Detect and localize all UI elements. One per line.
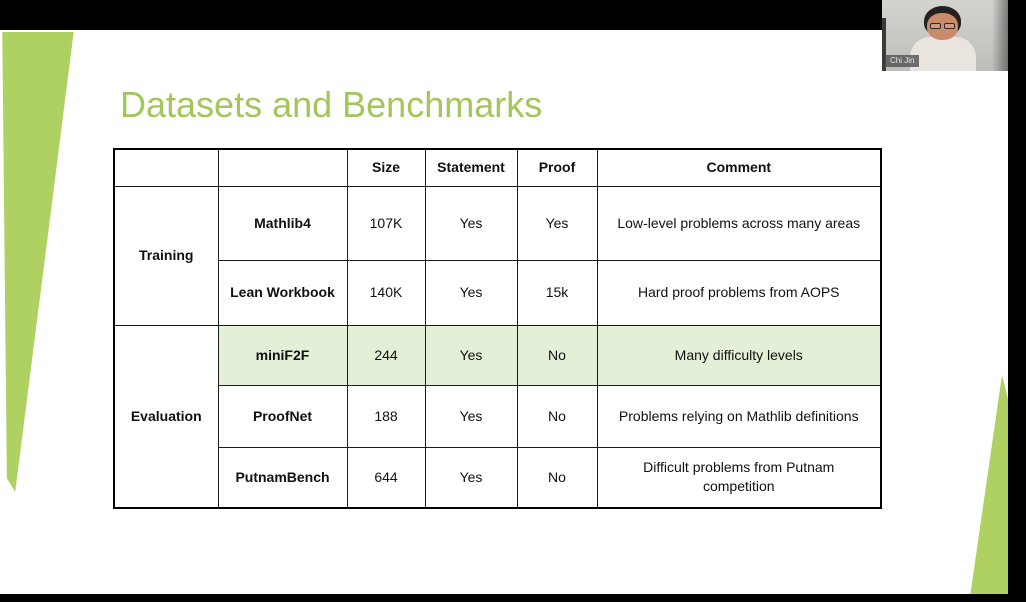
slide-title: Datasets and Benchmarks: [120, 84, 543, 125]
dataset-size: 644: [347, 447, 425, 508]
speaker-glasses-left: [930, 23, 941, 29]
dataset-comment: Problems relying on Mathlib definitions: [597, 385, 881, 447]
bottom-right-accent-shape: [968, 375, 1008, 594]
table-row-mathlib4: [114, 186, 881, 260]
dataset-comment: Many difficulty levels: [597, 325, 881, 385]
header-name-cell: [218, 149, 347, 186]
dataset-proof: Yes: [517, 186, 597, 260]
group-label-evaluation: Evaluation: [114, 325, 218, 508]
webcam-right-shadow: [992, 0, 1008, 71]
dataset-size: 140K: [347, 260, 425, 325]
dataset-size: 244: [347, 325, 425, 385]
dataset-name: Mathlib4: [218, 186, 347, 260]
datasets-table: [113, 148, 882, 509]
dataset-statement: Yes: [425, 447, 517, 508]
slide-canvas: [0, 30, 1008, 594]
dataset-statement: Yes: [425, 385, 517, 447]
dataset-proof: No: [517, 447, 597, 508]
dataset-comment: Hard proof problems from AOPS: [597, 260, 881, 325]
dataset-name: PutnamBench: [218, 447, 347, 508]
table-row-minif2f: [114, 325, 881, 385]
dataset-statement: Yes: [425, 186, 517, 260]
header-group-cell: [114, 149, 218, 186]
dataset-size: 107K: [347, 186, 425, 260]
dataset-name: miniF2F: [218, 325, 347, 385]
header-statement: Statement: [425, 149, 517, 186]
dataset-statement: Yes: [425, 260, 517, 325]
group-label-training: Training: [114, 186, 218, 325]
speaker-glasses-right: [944, 23, 955, 29]
header-proof: Proof: [517, 149, 597, 186]
table-row-proofnet: [114, 385, 881, 447]
dataset-name: Lean Workbook: [218, 260, 347, 325]
dataset-name: ProofNet: [218, 385, 347, 447]
dataset-comment: Difficult problems from Putnam competition: [597, 447, 881, 508]
dataset-proof: No: [517, 325, 597, 385]
webcam-name-label: Chi Jin: [885, 55, 919, 67]
webcam-video-tile[interactable]: [882, 0, 1008, 71]
speaker-body: [910, 37, 976, 71]
left-accent-shape: [0, 32, 76, 492]
table-header-row: [114, 149, 881, 186]
table-row-lean-workbook: [114, 260, 881, 325]
dataset-size: 188: [347, 385, 425, 447]
dataset-proof: 15k: [517, 260, 597, 325]
header-comment: Comment: [597, 149, 881, 186]
dataset-proof: No: [517, 385, 597, 447]
dataset-comment: Low-level problems across many areas: [597, 186, 881, 260]
dataset-statement: Yes: [425, 325, 517, 385]
table-row-putnambench: [114, 447, 881, 508]
header-size: Size: [347, 149, 425, 186]
